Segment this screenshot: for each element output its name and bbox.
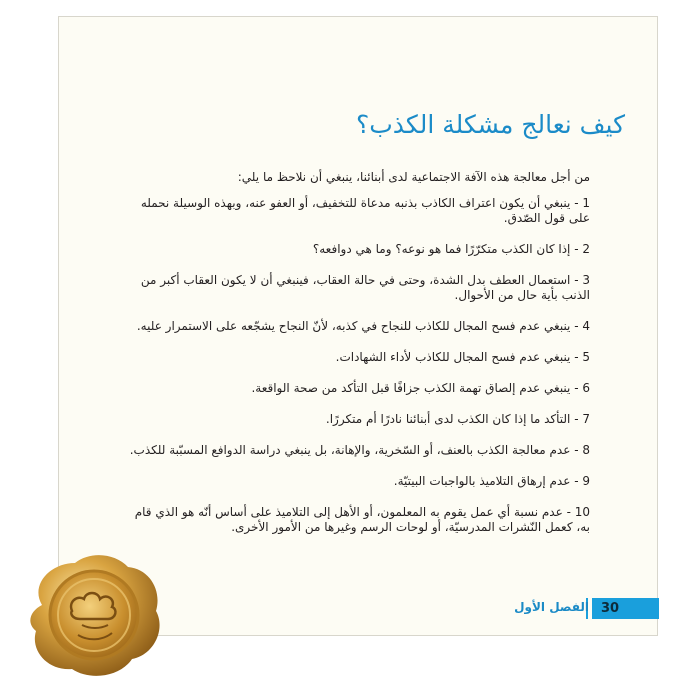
list-item: 3 - استعمال العطف بدل الشدة، وحتى في حالة العقاب، فينبغي أن لا يكون العقاب أكبر من الذنب بأية حال من الأحوال. [140, 273, 590, 302]
gold-wax-seal-icon [20, 545, 170, 685]
list-item: 8 - عدم معالجة الكذب بالعنف، أو السّخرية، والإهانة، بل ينبغي دراسة الدوافع المسبّبة للكذب. [129, 443, 590, 457]
list-item: 10 - عدم نسبة أي عمل يقوم به المعلمون، أو الأهل إلى التلاميذ على أساس أنّه هو الذي قام به، كعمل النّشرات المدرسيّة، أو لوحات الرسم وغيرها من الأمور الأخرى. [134, 505, 590, 534]
list-item: 9 - عدم إرهاق التلاميذ بالواجبات البيتيّة. [393, 474, 590, 488]
list-item: 2 - إذا كان الكذب متكرّرًا فما هو نوعه؟ وما هي دوافعه؟ [312, 242, 590, 256]
page-number: 30 [600, 601, 620, 616]
list-item: 4 - ينبغي عدم فسح المجال للكاذب للنجاح في كذبه، لأنّ النجاح يشجّعه على الاستمرار عليه. [136, 319, 590, 333]
list-item: 1 - ينبغي أن يكون اعتراف الكاذب بذنبه مدعاة للتخفيف، أو العفو عنه، وبهذه الوسيلة نحمله على قول الصّدق. [140, 196, 590, 225]
list-item: 6 - ينبغي عدم إلصاق تهمة الكذب جزافًا قبل التأكد من صحة الواقعة. [251, 381, 590, 395]
list-item: 7 - التأكد ما إذا كان الكذب لدى أبنائنا نادرًا أم متكررًا. [325, 412, 590, 426]
list-item: 5 - ينبغي عدم فسح المجال للكاذب لأداء الشهادات. [335, 350, 590, 364]
chapter-label: الفصل الأول [514, 600, 589, 614]
page-content [120, 170, 590, 551]
intro-paragraph: من أجل معالجة هذه الآفة الاجتماعية لدى أبنائنا، ينبغي أن نلاحظ ما يلي: [237, 170, 590, 184]
page-title: كيف نعالج مشكلة الكذب؟ [355, 110, 625, 139]
